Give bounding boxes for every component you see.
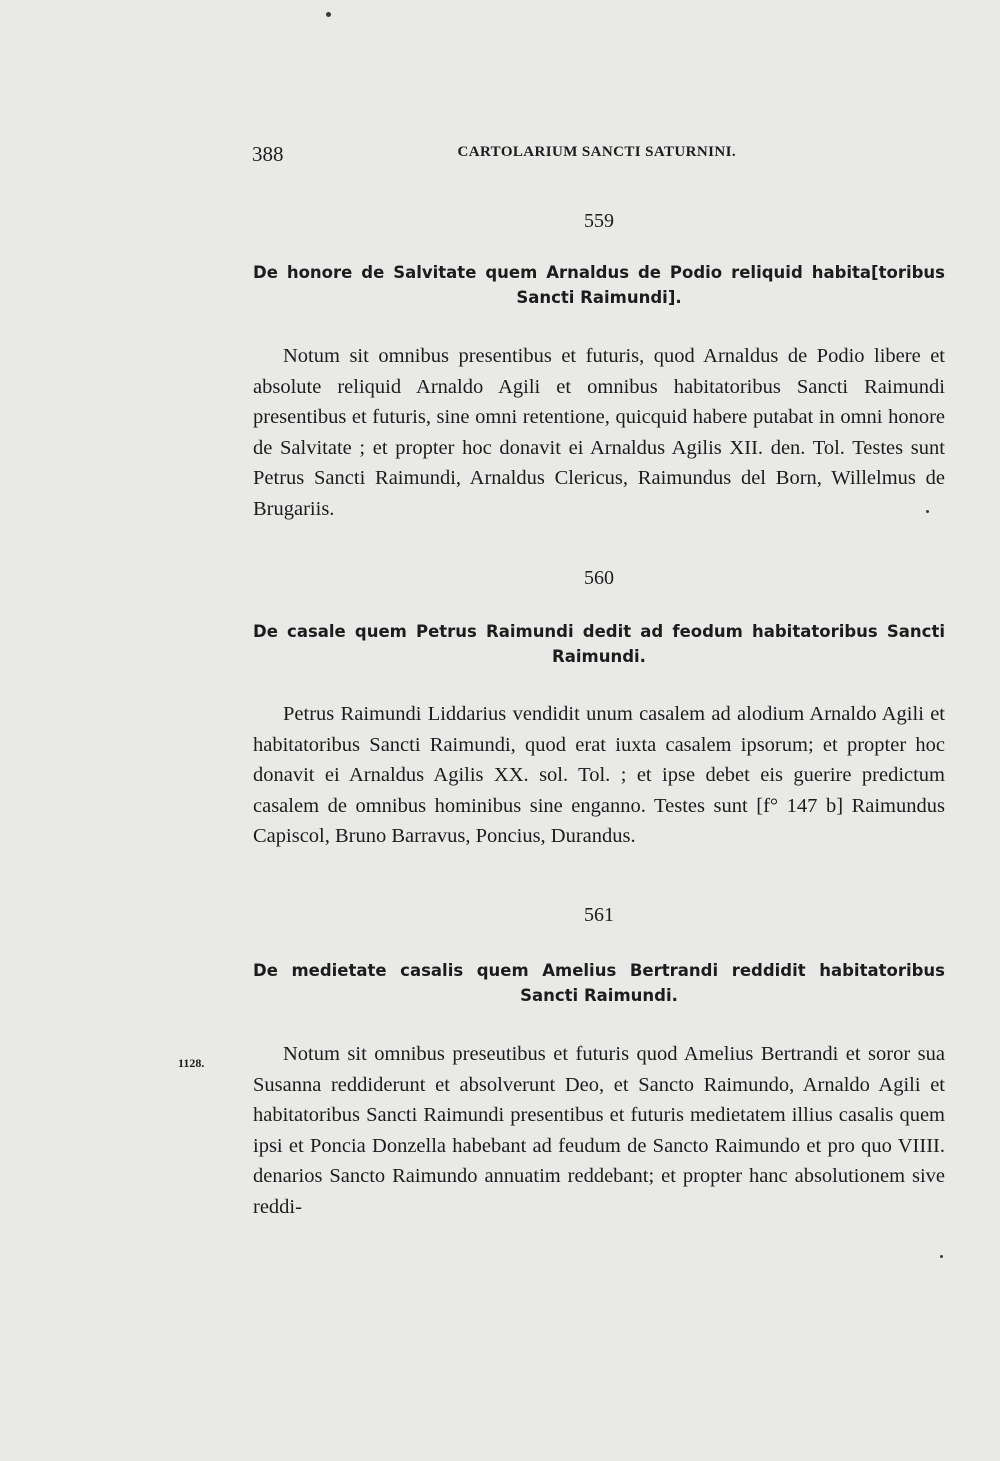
charter-title: De casale quem Petrus Raimundi dedit ad feodum habitatoribus Sancti Raimundi. (253, 622, 945, 666)
charter-number: 561 (584, 904, 614, 926)
charter-561-number-block (253, 902, 945, 928)
charter-title: De honore de Salvitate quem Arnaldus de Podio reliquid habita[toribus Sancti Raimundi]. (253, 263, 945, 307)
charter-number: 559 (584, 210, 614, 232)
charter-text: Notum sit omnibus preseutibus et futuris quod Amelius Bertrandi et soror sua Susanna reddiderunt et absolverunt Deo, et Sancto Raimundo, Arnaldo Agili et habitatoribus Sancti Raimundi presentibus et futuris medietatem illius casalis quem ipsi et Poncia Donzella habebant ad feudum de Sancto Raimundo et pro quo VIIII. denarios Sancto Raimundo annuatim reddebant; et propter hanc absolutionem sive reddi- (253, 1043, 945, 1218)
charter-number: 560 (584, 567, 614, 589)
charter-559-body-block (253, 341, 945, 524)
paper-speck (926, 510, 929, 513)
page-header (252, 142, 750, 168)
running-title: CARTOLARIUM SANCTI SATURNINI. (457, 144, 736, 160)
paper-speck (940, 1255, 943, 1258)
paper-speck (326, 12, 331, 17)
charter-559-title-block (253, 260, 945, 310)
charter-561-title-block (253, 958, 945, 1008)
charter-561-body-block (253, 1039, 945, 1222)
charter-text: Petrus Raimundi Liddarius vendidit unum casalem ad alodium Arnaldo Agili et habitatoribus Sancti Raimundi, quod erat iuxta casalem ipsorum; et propter hoc donavit ei Arnaldus Agilis XX. sol. Tol. ; et ipse debet eis guerire predictum casalem de omnibus hominibus sine enganno. Testes sunt [f° 147 b] Raimundus Capiscol, Bruno Barravus, Poncius, Durandus. (253, 703, 945, 847)
charter-560-title-block (253, 619, 945, 669)
charter-560-body-block (253, 699, 945, 852)
page-number: 388 (252, 142, 284, 166)
charter-text: Notum sit omnibus presentibus et futuris, quod Arnaldus de Podio libere et absolute reliquid Arnaldo Agili et omnibus habitatoribus Sancti Raimundi presentibus et futuris, sine omni retentione, quicquid habere putabat in omni honore de Salvitate ; et propter hoc donavit ei Arnaldus Agilis XII. den. Tol. Testes sunt Petrus Sancti Raimundi, Arnaldus Clericus, Raimundus del Born, Willelmus de Brugariis. (253, 345, 945, 520)
charter-title: De medietate casalis quem Amelius Bertrandi reddidit habitatoribus Sancti Raimundi. (253, 961, 945, 1005)
charter-559-number-block (253, 208, 945, 234)
charter-560-number-block (253, 565, 945, 591)
margin-date: 1128. (178, 1056, 205, 1070)
